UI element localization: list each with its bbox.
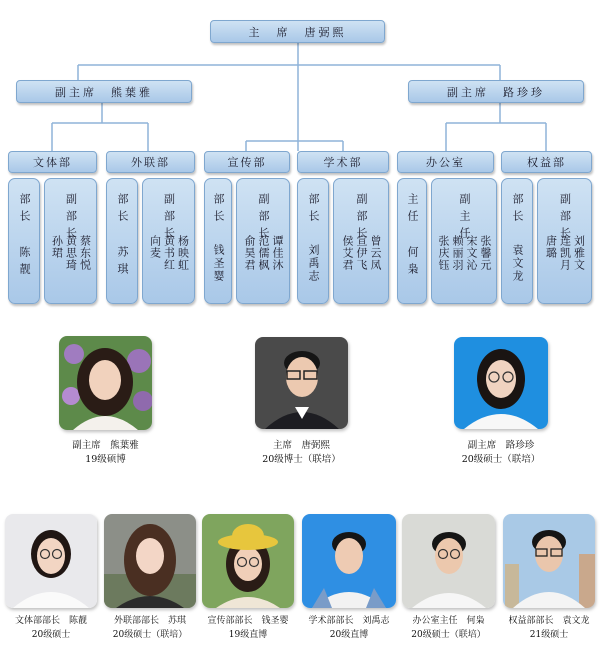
head-name: 刘禹志 <box>307 244 320 283</box>
member-role: 办公室主任 何枭 <box>412 616 485 626</box>
department-box <box>204 151 290 173</box>
leader-detail: 19级硕博 <box>85 454 126 465</box>
department-head-box <box>397 178 427 304</box>
portrait-photo <box>104 514 196 608</box>
deputy-name: 俞昊君 <box>243 235 256 271</box>
member-caption <box>198 614 298 642</box>
deputy-title: 副部长 <box>558 193 572 244</box>
head-name-slot <box>8 236 40 280</box>
vice-chair-label: 副主席 熊葉雅 <box>55 85 153 99</box>
head-name-slot <box>397 236 427 280</box>
deputy-title: 副部长 <box>355 193 368 244</box>
deputy-name: 谭佳沐 <box>271 235 284 271</box>
department-head-box <box>501 178 533 304</box>
deputy-name: 黄思琦 <box>64 235 78 271</box>
head-name: 袁文龙 <box>511 244 524 283</box>
head-name: 苏琪 <box>116 246 129 280</box>
deputy-name: 范儒枫 <box>257 235 270 271</box>
department-box <box>8 151 97 173</box>
department-name: 外联部 <box>131 156 170 169</box>
deputy-name: 宣伊飞 <box>355 235 368 271</box>
department-name: 文体部 <box>33 156 72 169</box>
deputy-name: 张馨元 <box>479 235 492 271</box>
deputy-names <box>236 235 290 271</box>
department-name: 权益部 <box>527 156 566 169</box>
head-title: 部长 <box>511 193 524 227</box>
head-name-slot <box>297 236 329 283</box>
member-detail: 20级硕士（联培） <box>112 630 188 640</box>
department-name: 学术部 <box>323 156 363 169</box>
chair-label: 主 席 唐弼熙 <box>248 25 347 39</box>
portrait-photo <box>454 337 548 429</box>
leader-caption <box>45 439 166 467</box>
member-detail: 20级硕士（联培） <box>411 630 486 640</box>
member-caption <box>100 614 200 642</box>
department-head-box <box>297 178 329 304</box>
department-name: 办公室 <box>426 156 465 169</box>
leader-role: 主席 唐弼熙 <box>272 440 330 451</box>
member-detail: 19级直博 <box>228 630 268 640</box>
portrait-photo <box>302 514 396 608</box>
department-box <box>501 151 592 173</box>
deputy-name: 黄书红 <box>162 235 176 271</box>
deputy-name: 孙珺 <box>50 235 64 259</box>
department-head-box <box>8 178 40 304</box>
deputy-name: 曾云凤 <box>369 235 382 271</box>
deputy-names <box>537 235 592 271</box>
vice-chair-label: 副主席 路珍珍 <box>447 85 545 99</box>
deputy-title: 副部长 <box>64 193 78 244</box>
portrait-photo <box>255 337 348 429</box>
member-detail: 20级硕士 <box>31 630 71 640</box>
deputy-name: 侯艾君 <box>341 235 354 271</box>
deputy-name: 宋文沁 <box>465 235 478 271</box>
member-role: 外联部部长 苏琪 <box>113 616 186 626</box>
member-caption <box>298 614 400 642</box>
leader-caption <box>236 439 367 467</box>
leader-role: 副主席 熊葉雅 <box>72 440 139 451</box>
head-name-slot <box>106 236 138 280</box>
head-title: 部长 <box>212 193 225 227</box>
member-caption <box>499 614 599 642</box>
head-name: 陈靓 <box>18 246 31 280</box>
portrait-photo <box>503 514 595 608</box>
leader-detail: 20级博士（联培） <box>262 454 341 465</box>
member-role: 文体部部长 陈靓 <box>14 616 87 626</box>
deputy-name: 赖丽羽 <box>451 235 464 271</box>
head-name-slot <box>204 236 232 283</box>
department-box <box>397 151 494 173</box>
member-role: 权益部部长 袁文龙 <box>508 616 590 626</box>
deputy-title: 副主任 <box>458 193 471 244</box>
deputy-names <box>44 235 97 271</box>
deputy-name: 刘雅文 <box>572 235 586 271</box>
deputy-name: 向麦 <box>148 235 162 259</box>
department-name: 宣传部 <box>227 156 267 169</box>
leader-role: 副主席 路珍珍 <box>467 440 535 451</box>
department-head-box <box>106 178 138 304</box>
portrait-photo <box>59 336 152 430</box>
deputy-name: 杨映虹 <box>176 235 190 271</box>
head-name-slot <box>501 236 533 283</box>
deputy-names <box>431 235 497 271</box>
department-head-box <box>204 178 232 304</box>
member-caption <box>0 614 102 642</box>
deputy-names <box>333 235 389 271</box>
department-box <box>106 151 195 173</box>
head-title: 主任 <box>406 193 419 227</box>
deputy-name: 连凯月 <box>558 235 572 271</box>
member-caption <box>398 614 499 642</box>
portrait-photo <box>5 514 97 608</box>
head-title: 部长 <box>307 193 320 227</box>
deputy-name: 唐璐 <box>544 235 558 259</box>
portrait-photo <box>202 514 294 608</box>
member-role: 宣传部部长 钱圣婴 <box>207 616 289 626</box>
chair-box <box>210 20 385 43</box>
leader-caption <box>438 439 564 467</box>
head-name: 钱圣婴 <box>212 244 225 283</box>
deputy-name: 蔡东悦 <box>78 235 92 271</box>
portrait-photo <box>402 514 495 608</box>
head-name: 何枭 <box>406 246 419 280</box>
leader-detail: 20级硕士（联培） <box>461 454 541 465</box>
deputy-title: 副部长 <box>162 193 176 244</box>
deputy-name: 张庆钰 <box>437 235 450 271</box>
deputy-title: 副部长 <box>257 193 270 244</box>
head-title: 部长 <box>116 193 129 227</box>
deputy-names <box>142 235 195 271</box>
department-box <box>297 151 389 173</box>
head-title: 部长 <box>18 193 31 227</box>
vice-chair-box <box>16 80 192 103</box>
member-detail: 20级直博 <box>329 630 369 640</box>
member-detail: 21级硕士 <box>529 630 569 640</box>
member-role: 学术部部长 刘禹志 <box>308 616 390 626</box>
vice-chair-box <box>408 80 584 103</box>
